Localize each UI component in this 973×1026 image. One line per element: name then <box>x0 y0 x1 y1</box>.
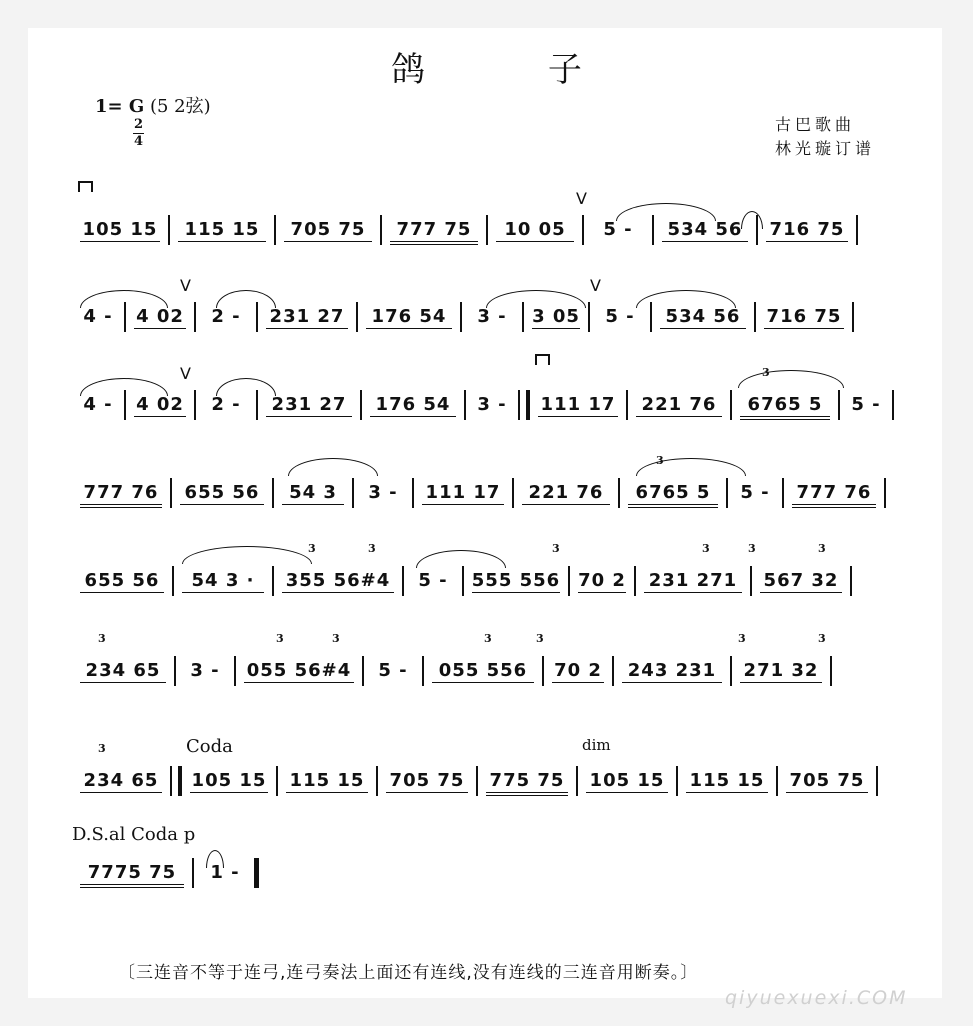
measure: 5 - <box>740 482 770 503</box>
repeat-barline <box>518 390 530 420</box>
barline <box>852 302 854 332</box>
row-notes <box>76 215 896 245</box>
barline <box>352 478 354 508</box>
row-notes <box>76 656 896 686</box>
barline <box>356 302 358 332</box>
measure: 777 75 <box>386 215 482 245</box>
measure: 055 556 <box>428 656 538 686</box>
barline <box>376 766 378 796</box>
measure: 6765 5 <box>736 390 834 420</box>
triplet-mark: 3 <box>368 542 376 555</box>
measure: 4 02 <box>130 302 190 332</box>
editor-credit: 林光璇订谱 <box>775 139 876 158</box>
measure: 221 76 <box>518 478 614 508</box>
barline <box>422 656 424 686</box>
triplet-mark: 3 <box>748 542 756 555</box>
measure: 54 3 · <box>178 566 268 596</box>
measure: 705 75 <box>280 215 376 245</box>
measure: 716 75 <box>760 302 848 332</box>
measure: 176 54 <box>362 302 456 332</box>
measure: 70 2 <box>548 656 608 686</box>
measure: 3 - <box>477 306 507 327</box>
barline <box>856 215 858 245</box>
measure: 567 32 <box>756 566 846 596</box>
score-row-8 <box>72 824 896 898</box>
upbow-icon: V <box>590 276 601 295</box>
barline <box>462 566 464 596</box>
barline <box>234 656 236 686</box>
barline <box>726 478 728 508</box>
measure: 7775 75 <box>76 858 188 888</box>
measure: 555 556 <box>471 570 561 591</box>
upbow-icon: V <box>180 276 191 295</box>
barline <box>838 390 840 420</box>
barline <box>194 390 196 420</box>
barline <box>172 566 174 596</box>
slur <box>182 546 312 564</box>
measure: 4 - <box>83 306 113 327</box>
measure: 105 15 <box>191 770 267 791</box>
time-top: 2 <box>134 117 144 132</box>
measure: 10 05 <box>492 215 578 245</box>
measure: 3 05 <box>532 306 580 327</box>
row-notes <box>76 478 896 508</box>
page-title: 鸽 子 <box>391 50 638 90</box>
measure: 5 - <box>378 660 408 681</box>
footnote: 〔三连音不等于连弓,连弓奏法上面还有连线,没有连线的三连音用断奏。〕 <box>118 963 699 983</box>
dim-marking: dim <box>582 736 611 754</box>
barline <box>542 656 544 686</box>
slur <box>738 370 844 388</box>
measure: 6765 5 <box>624 478 722 508</box>
measure: 705 75 <box>382 766 472 796</box>
barline <box>460 302 462 332</box>
score-row-2 <box>76 276 896 342</box>
measure: 234 65 <box>76 656 170 686</box>
measure: 105 15 <box>76 215 164 245</box>
score-row-6 <box>76 632 896 696</box>
barline <box>782 478 784 508</box>
barline <box>830 656 832 686</box>
barline <box>272 478 274 508</box>
key-label: 1= G <box>95 96 145 117</box>
measure: 355 56#4 <box>278 566 398 596</box>
upbow-icon: V <box>576 189 587 208</box>
key-signature <box>95 92 211 118</box>
measure: 221 76 <box>632 390 726 420</box>
barline <box>676 766 678 796</box>
measure: 4 - <box>83 394 113 415</box>
measure: 775 75 <box>482 766 572 796</box>
slur <box>741 211 763 229</box>
triplet-mark: 3 <box>308 542 316 555</box>
upbow-icon: V <box>180 364 191 383</box>
slur <box>636 458 746 476</box>
measure: 705 75 <box>782 766 872 796</box>
barline <box>192 858 194 888</box>
measure: 231 27 <box>262 302 352 332</box>
measure: 111 17 <box>534 390 622 420</box>
barline <box>850 566 852 596</box>
triplet-mark: 3 <box>332 632 340 645</box>
triplet-mark: 3 <box>552 542 560 555</box>
barline <box>194 302 196 332</box>
barline <box>618 478 620 508</box>
measure: 3 - <box>368 482 398 503</box>
barline <box>588 302 590 332</box>
triplet-mark: 3 <box>738 632 746 645</box>
measure: 231 271 <box>640 566 746 596</box>
triplet-mark: 3 <box>818 542 826 555</box>
barline <box>170 478 172 508</box>
measure: 176 54 <box>366 390 460 420</box>
measure: 111 17 <box>418 478 508 508</box>
barline <box>512 478 514 508</box>
barline <box>612 656 614 686</box>
measure: 2 - <box>211 394 241 415</box>
measure: 055 56#4 <box>240 656 358 686</box>
measure: 105 15 <box>582 766 672 796</box>
measure: 115 15 <box>282 766 372 796</box>
measure: 115 15 <box>174 215 270 245</box>
barline <box>730 390 732 420</box>
measure: 534 56 <box>656 302 750 332</box>
row-notes <box>76 566 896 596</box>
time-bottom: 4 <box>134 134 144 149</box>
row-notes <box>76 302 896 332</box>
barline <box>276 766 278 796</box>
slur <box>288 458 378 476</box>
triplet-mark: 3 <box>656 454 664 467</box>
measure: 271 32 <box>736 656 826 686</box>
composer-credit: 古巴歌曲 <box>775 115 856 134</box>
triplet-mark: 3 <box>484 632 492 645</box>
ds-al-coda-marking: D.S.al Coda p <box>72 824 196 845</box>
measure: 5 - <box>418 570 448 591</box>
final-barline <box>254 858 259 888</box>
triplet-mark: 3 <box>536 632 544 645</box>
measure: 534 56 <box>658 215 752 245</box>
barline <box>272 566 274 596</box>
barline <box>892 390 894 420</box>
measure: 115 15 <box>682 766 772 796</box>
triplet-mark: 3 <box>98 632 106 645</box>
measure: 234 65 <box>76 766 166 796</box>
barline <box>576 766 578 796</box>
measure: 243 231 <box>618 656 726 686</box>
time-signature <box>133 117 144 150</box>
barline <box>360 390 362 420</box>
measure: 777 76 <box>76 478 166 508</box>
row-notes <box>76 858 896 888</box>
barline <box>750 566 752 596</box>
barline <box>402 566 404 596</box>
barline <box>362 656 364 686</box>
key-tuning: (5 2弦) <box>149 96 211 117</box>
coda-marking: Coda <box>186 736 233 757</box>
barline <box>754 302 756 332</box>
measure: 2 - <box>211 306 241 327</box>
triplet-mark: 3 <box>818 632 826 645</box>
measure: 5 - <box>851 394 881 415</box>
barline <box>464 390 466 420</box>
measure: 1 - <box>210 862 240 883</box>
barline <box>486 215 488 245</box>
row-notes <box>76 766 896 796</box>
barline <box>168 215 170 245</box>
measure: 231 27 <box>262 390 356 420</box>
measure: 5 - <box>603 219 633 240</box>
measure: 70 2 <box>578 570 626 591</box>
downbow-icon <box>78 181 93 192</box>
barline <box>884 478 886 508</box>
row-notes <box>76 390 896 420</box>
measure: 5 - <box>605 306 635 327</box>
barline <box>634 566 636 596</box>
triplet-mark: 3 <box>702 542 710 555</box>
watermark: qiyuexuexi.COM <box>725 987 908 1009</box>
barline <box>776 766 778 796</box>
measure: 54 3 <box>278 478 348 508</box>
measure: 655 56 <box>176 478 268 508</box>
downbow-icon <box>535 354 550 365</box>
triplet-mark: 3 <box>276 632 284 645</box>
measure: 3 - <box>477 394 507 415</box>
barline <box>730 656 732 686</box>
barline <box>568 566 570 596</box>
measure: 655 56 <box>76 566 168 596</box>
measure: 4 02 <box>130 390 190 420</box>
score-row-1 <box>76 189 896 255</box>
barline <box>412 478 414 508</box>
score-row-4 <box>76 454 896 518</box>
barline <box>476 766 478 796</box>
measure: 777 76 <box>788 478 880 508</box>
slur <box>416 550 506 568</box>
measure: 716 75 <box>762 215 852 245</box>
barline <box>582 215 584 245</box>
measure: 3 - <box>190 660 220 681</box>
barline <box>174 656 176 686</box>
triplet-mark: 3 <box>98 742 106 755</box>
score-row-7 <box>76 736 896 806</box>
barline <box>274 215 276 245</box>
triplet-mark: 3 <box>762 366 770 379</box>
score-row-5 <box>76 542 896 606</box>
barline <box>876 766 878 796</box>
repeat-barline <box>170 766 182 796</box>
score-row-3 <box>76 364 896 430</box>
barline <box>626 390 628 420</box>
barline <box>380 215 382 245</box>
